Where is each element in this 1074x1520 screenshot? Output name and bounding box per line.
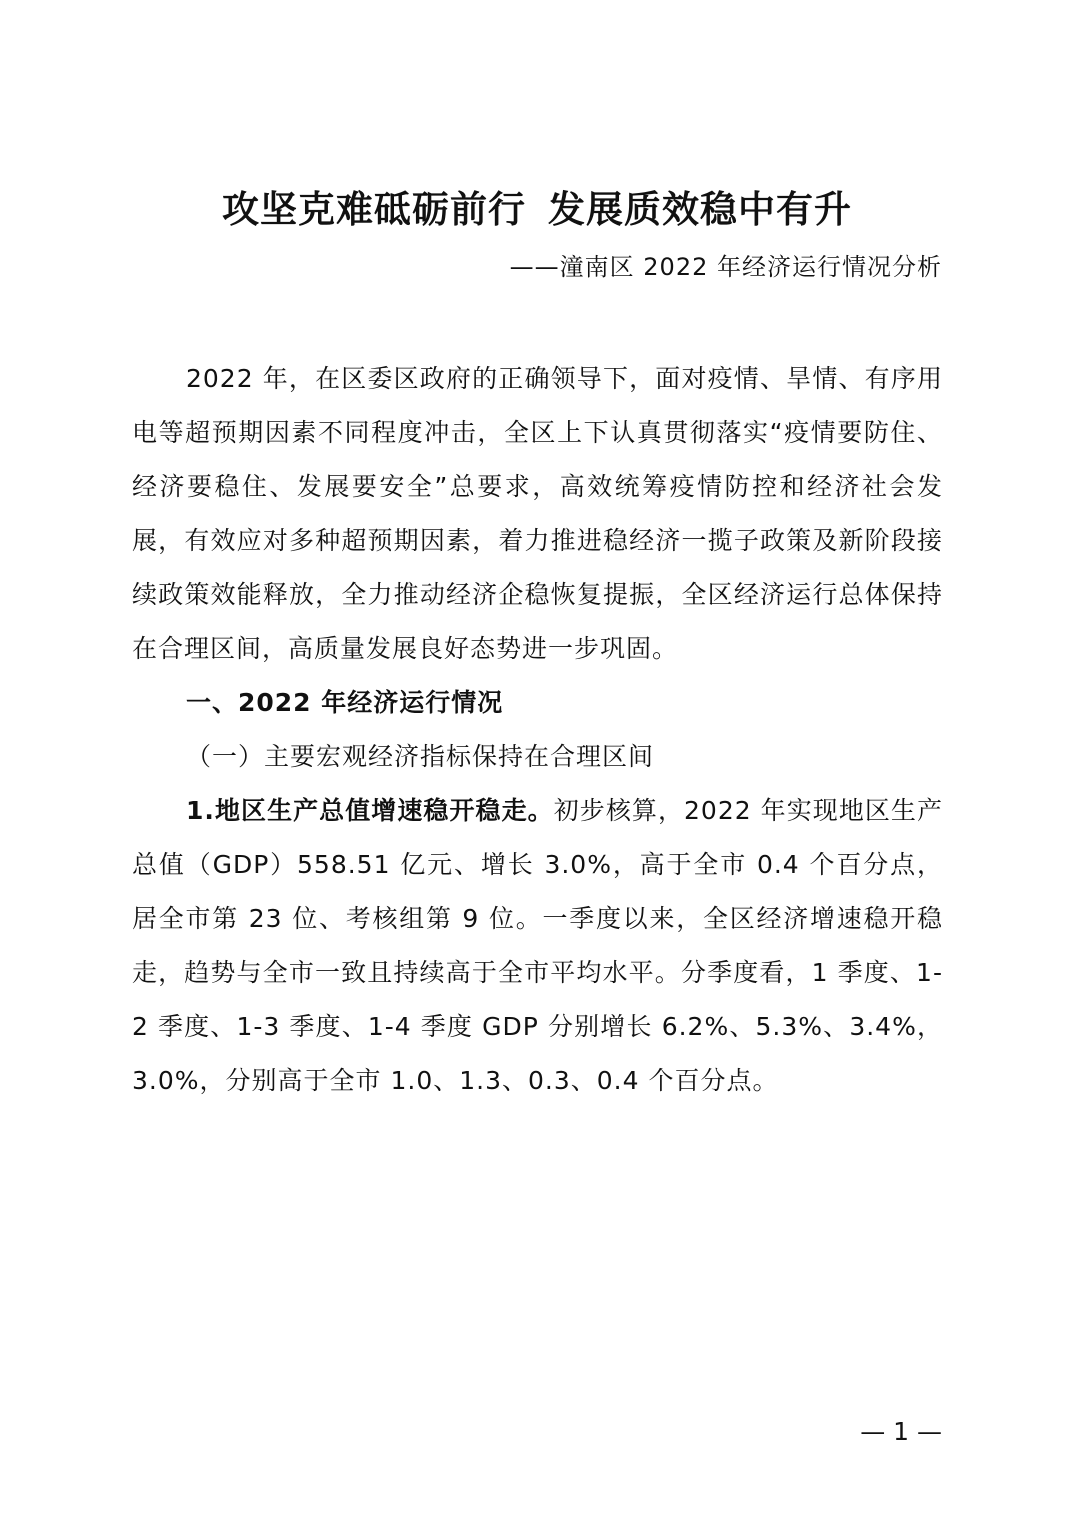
- item-1-lead: 1.地区生产总值增速稳开稳走。: [186, 796, 554, 825]
- item-1-text: 初步核算，2022 年实现地区生产总值（GDP）558.51 亿元、增长 3.0%，高于全市 0.4 个百分点，居全市第 23 位、考核组第 9 位。一季度以来，全区经济增速稳开稳走，趋势与全市一致且持续高于全市平均水平。分季度看，1 季度、1-2 季度、1-3 季度、1-4 季度 GDP 分别增长 6.2%、5.3%、3.4%，3.0%，分别高于全市 1.0、1.3、0.3、0.4 个百分点。: [132, 796, 943, 1095]
- document-body: [132, 352, 943, 1108]
- intro-paragraph: 2022 年，在区委区政府的正确领导下，面对疫情、旱情、有序用电等超预期因素不同程度冲击，全区上下认真贯彻落实“疫情要防住、经济要稳住、发展要安全”总要求，高效统筹疫情防控和经济社会发展，有效应对多种超预期因素，着力推进稳经济一揽子政策及新阶段接续政策效能释放，全力推动经济企稳恢复提振，全区经济运行总体保持在合理区间，高质量发展良好态势进一步巩固。: [132, 364, 943, 663]
- section-heading: 一、2022 年经济运行情况: [186, 688, 504, 717]
- document-subtitle: ——潼南区 2022 年经济运行情况分析: [509, 253, 942, 281]
- title-part-1: 攻坚克难砥砺前行: [222, 187, 526, 231]
- item-1-paragraph: [132, 784, 943, 1108]
- subsection-heading: （一）主要宏观经济指标保持在合理区间: [186, 742, 655, 771]
- page-number: — 1 —: [860, 1417, 942, 1446]
- document-title: [0, 183, 1074, 235]
- title-part-2: 发展质效稳中有升: [548, 187, 852, 231]
